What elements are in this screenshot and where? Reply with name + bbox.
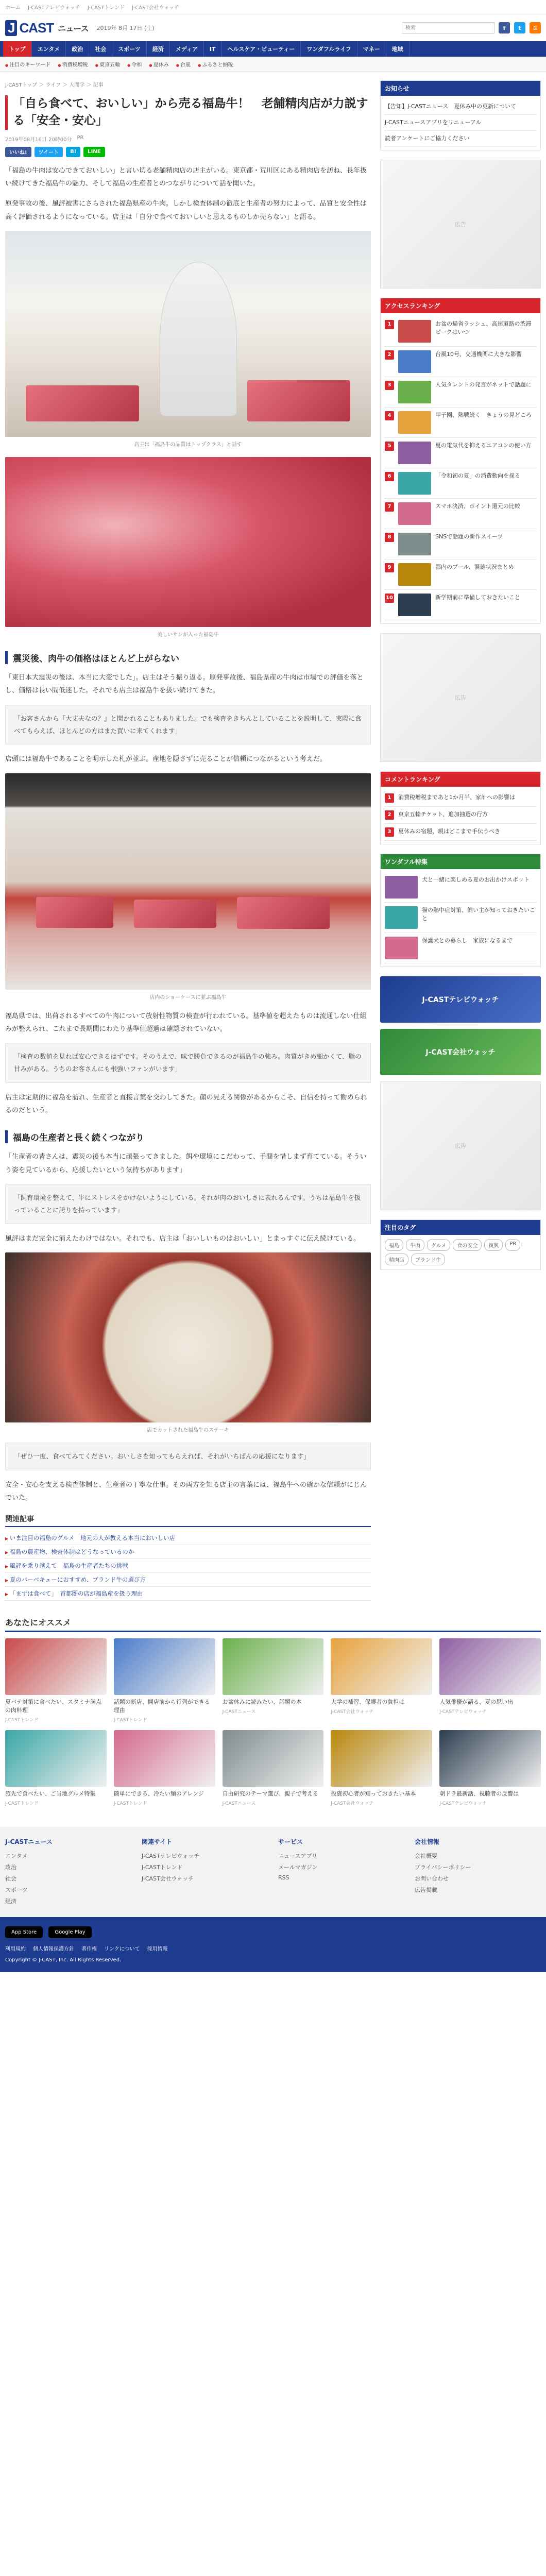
- sidebar: [380, 80, 541, 1601]
- caption: 美しいサシが入った福島牛: [157, 632, 219, 638]
- recommend-thumbnail: [114, 1638, 215, 1695]
- pick-box: [380, 854, 541, 967]
- meat-display: [26, 385, 139, 421]
- recommend-thumbnail: [331, 1638, 432, 1695]
- ranking-thumbnail: [398, 381, 431, 403]
- related-articles: [5, 1514, 371, 1601]
- header: [0, 14, 546, 41]
- rank-badge: 3: [385, 827, 394, 837]
- recommend-source: J-CASTニュース: [222, 1801, 256, 1807]
- recommend-text: 朝ドラ最新話、視聴者の反響は: [439, 1790, 519, 1798]
- main-nav: [0, 41, 546, 57]
- ranking-item[interactable]: [385, 590, 536, 620]
- related-title: 関連記事: [5, 1514, 371, 1527]
- recommend-card[interactable]: [223, 1730, 324, 1806]
- notice-item[interactable]: [385, 131, 536, 147]
- figure-case: [5, 773, 371, 1001]
- comment-ranking-text: 消費税増税まであと1か月半、家計への影響は: [398, 793, 515, 801]
- figure-meat: [5, 457, 371, 638]
- logo-mark: J: [5, 20, 17, 36]
- recommend-title: あなたにオススメ: [5, 1616, 541, 1632]
- pick-title: ワンダフル特集: [381, 854, 540, 869]
- footer-link[interactable]: お問い合わせ: [415, 1875, 449, 1883]
- recommend-card[interactable]: [114, 1638, 215, 1723]
- nav-item[interactable]: 政治: [66, 41, 89, 57]
- recommend-card[interactable]: [223, 1638, 324, 1723]
- footer-link[interactable]: J-CASTテレビウォッチ: [142, 1853, 200, 1860]
- ranking-item[interactable]: [385, 499, 536, 529]
- footer-bottom-link[interactable]: 利用規約: [5, 1946, 26, 1953]
- comment-ranking-title: コメントランキング: [381, 772, 540, 787]
- related-link[interactable]: ▶ 風評を乗り越えて 福島の生産者たちの挑戦: [5, 1559, 371, 1573]
- figure-shop: [5, 231, 371, 448]
- paragraph: 福島県では、出荷されるすべての牛肉について放射性物質の検査が行われている。基準値を超えたものは流通しない仕組みが整えられ、これまで長期間にわたり基準値超過は確認されていない。: [5, 1012, 367, 1033]
- ranking-thumbnail: [398, 411, 431, 434]
- ranking-text: SNSで話題の新作スイーツ: [435, 533, 503, 540]
- current-date: 2019年 8月 17日 (土): [96, 25, 155, 31]
- rank-badge: 2: [385, 350, 394, 360]
- recommend-card[interactable]: [331, 1638, 432, 1723]
- paragraph: 風評はまだ完全に消えたわけではない。それでも、店主は「おいしいものはおいしい」とまっすぐに伝え続けている。: [5, 1234, 361, 1243]
- ranking-text: スマホ決済、ポイント還元の比較: [435, 502, 520, 510]
- rank-badge: 8: [385, 533, 394, 542]
- ranking-title: アクセスランキング: [381, 298, 540, 313]
- share-row: [5, 147, 371, 157]
- rank-badge: 6: [385, 472, 394, 481]
- footer-link[interactable]: ニュースアプリ: [278, 1853, 318, 1860]
- figure-plate: [5, 1252, 371, 1433]
- recommend-thumbnail: [439, 1730, 541, 1787]
- google-play-badge[interactable]: Google Play: [48, 1926, 91, 1938]
- ranking-text: 夏の電気代を抑えるエアコンの使い方: [435, 442, 532, 449]
- keyword-link[interactable]: ● ふるさと納税: [198, 60, 233, 68]
- recommend-source: J-CASTトレンド: [5, 1801, 39, 1807]
- ranking-box: [380, 298, 541, 624]
- nav-item[interactable]: 経済: [147, 41, 170, 57]
- subheading: 震災後、肉牛の価格はほとんど上がらない: [5, 651, 371, 664]
- ranking-item[interactable]: [385, 468, 536, 499]
- rank-badge: 3: [385, 381, 394, 390]
- site-logo[interactable]: [5, 20, 88, 36]
- photo-marbled-beef: [5, 457, 371, 627]
- share-facebook-button[interactable]: いいね!: [5, 147, 31, 157]
- keyword-link[interactable]: ● 令和: [127, 60, 142, 68]
- keyword-link[interactable]: ● 台風: [176, 60, 191, 68]
- topbar-link[interactable]: J-CASTトレンド: [87, 5, 125, 11]
- ranking-text: 「令和初の夏」の消費動向を探る: [435, 472, 520, 479]
- footer-link[interactable]: エンタメ: [5, 1853, 28, 1860]
- ranking-item[interactable]: [385, 529, 536, 560]
- comment-ranking-item[interactable]: [385, 824, 536, 841]
- rank-badge: 4: [385, 411, 394, 420]
- caption: 店主は「福島牛の品質はトップクラス」と話す: [134, 442, 242, 448]
- footer-bottom-link[interactable]: リンクについて: [104, 1946, 140, 1953]
- ranking-item[interactable]: [385, 377, 536, 408]
- recommend-source: J-CASTトレンド: [113, 1718, 147, 1723]
- recommend-thumbnail: [5, 1638, 107, 1695]
- comment-ranking-item[interactable]: [385, 807, 536, 824]
- related-link[interactable]: ▶ 福島の農産物、検査体制はどうなっているのか: [5, 1545, 371, 1559]
- article-tag: PR: [77, 134, 84, 141]
- ranking-item[interactable]: [385, 438, 536, 468]
- banner-tv[interactable]: J-CASTテレビウォッチ: [380, 976, 541, 1023]
- footer-list: [142, 1850, 268, 1884]
- footer-column: [142, 1837, 268, 1907]
- footer-list: [5, 1850, 131, 1907]
- meat-display: [36, 897, 113, 928]
- footer-column: [5, 1837, 131, 1907]
- article-meta: [5, 135, 371, 143]
- pick-text: 犬と一緒に楽しめる夏のお出かけスポット: [422, 876, 530, 883]
- rank-badge: 9: [385, 563, 394, 572]
- footer-link[interactable]: 広告掲載: [415, 1887, 437, 1894]
- ranking-text: 人気タレントの発言がネットで話題に: [435, 381, 532, 388]
- nav-item[interactable]: トップ: [3, 41, 32, 57]
- pick-thumbnail: [385, 906, 418, 929]
- ranking-thumbnail: [398, 320, 431, 343]
- rank-badge: 1: [385, 793, 394, 803]
- recommend-card[interactable]: [5, 1638, 107, 1723]
- topbar-link[interactable]: ホーム: [5, 5, 21, 11]
- facebook-icon[interactable]: f: [499, 22, 510, 33]
- comment-ranking-item[interactable]: [385, 790, 536, 807]
- photo-shopkeeper: [5, 231, 371, 437]
- pick-item[interactable]: [385, 872, 536, 903]
- footer-list: [415, 1850, 541, 1895]
- shopkeeper-figure: [160, 262, 237, 416]
- rank-badge: 10: [385, 594, 394, 603]
- footer-link[interactable]: J-CASTトレンド: [142, 1864, 183, 1871]
- recommend-card[interactable]: [439, 1638, 541, 1723]
- recommend-source: J-CASTテレビウォッチ: [439, 1801, 487, 1807]
- pick-item[interactable]: [385, 903, 536, 933]
- footer-bottom-link[interactable]: 著作権: [81, 1946, 97, 1953]
- recommend-source: J-CAST会社ウォッチ: [331, 1801, 374, 1807]
- ranking-text: 台風10号、交通機関に大きな影響: [435, 350, 522, 358]
- tag-link[interactable]: 食の安全: [453, 1239, 482, 1251]
- tags-title: 注目のタグ: [381, 1220, 540, 1235]
- keyword-nav: [0, 57, 546, 72]
- keyword-link[interactable]: ● 東京五輪: [95, 60, 120, 68]
- related-link[interactable]: ▶ 夏のバーベキューにおすすめ、ブランド牛の選び方: [5, 1573, 371, 1587]
- ranking-text: 甲子園、熱戦続く きょうの見どころ: [435, 411, 532, 418]
- recommend-text: 人気俳優が語る、夏の思い出: [439, 1699, 514, 1706]
- paragraph: 「福島の牛肉は安心できておいしい」と言い切る老舗精肉店の店主がいる。東京都・荒川区にある精肉店を訪ね、長年扱い続けてきた福島牛の魅力、そして福島の生産者とのつながりについて話を聞いた。: [5, 166, 367, 188]
- notice-text: J-CASTニュースアプリをリニューアル: [385, 118, 482, 126]
- caption: 店でカットされた福島牛のステーキ: [147, 1428, 229, 1433]
- comment-ranking-box: [380, 771, 541, 844]
- notice-title: お知らせ: [381, 81, 540, 96]
- ranking-thumbnail: [398, 502, 431, 525]
- app-store-badge[interactable]: App Store: [5, 1926, 43, 1938]
- ranking-thumbnail: [398, 533, 431, 555]
- footer-column-title: サービス: [278, 1838, 303, 1846]
- share-line-button[interactable]: LINE: [83, 147, 105, 157]
- footer-column-title: 会社情報: [415, 1838, 440, 1846]
- rank-badge: 1: [385, 320, 394, 329]
- meat-display: [247, 380, 350, 421]
- ranking-thumbnail: [398, 442, 431, 464]
- notice-item[interactable]: [385, 115, 536, 131]
- header-tools: [402, 22, 541, 33]
- footer-column: [278, 1837, 404, 1907]
- footer-link[interactable]: RSS: [278, 1874, 289, 1882]
- share-twitter-button[interactable]: ツイート: [35, 147, 63, 157]
- recommend-text: 大学の補習、保護者の負担は: [331, 1699, 405, 1706]
- nav-item[interactable]: 地域: [386, 41, 410, 57]
- recommend-thumbnail: [114, 1730, 215, 1787]
- comment-ranking-text: 東京五輪チケット、追加抽選の行方: [398, 810, 488, 818]
- recommend-source: J-CASTトレンド: [113, 1801, 147, 1807]
- photo-steak-plate: [5, 1252, 371, 1422]
- paragraph: 「東日本大震災の後は、本当に大変でした」。店主はそう振り返る。原発事故後、福島県産の牛肉は市場での評価を落とし、価格は長い間低迷した。それでも店主は福島牛を扱い続けてきた。: [5, 674, 364, 695]
- meat-display: [237, 897, 330, 929]
- ranking-thumbnail: [398, 563, 431, 586]
- rss-icon[interactable]: ≋: [530, 22, 541, 33]
- ad-slot[interactable]: 広告: [380, 633, 541, 762]
- recommend-thumbnail: [439, 1638, 541, 1695]
- recommend-text: 話題の新店、開店前から行列ができる理由: [113, 1699, 210, 1714]
- notice-text: 【告知】J-CASTニュース 夏休み中の更新について: [385, 103, 516, 110]
- ad-slot[interactable]: 広告: [380, 1081, 541, 1210]
- article-title: 「自ら食べて、おいしい」から売る福島牛！ 老舗精肉店が力説する「安全・安心」: [5, 95, 371, 130]
- pick-thumbnail: [385, 876, 418, 899]
- recommend-text: お盆休みに読みたい、話題の本: [222, 1699, 302, 1706]
- paragraph: 店主は定期的に福島を訪れ、生産者と直接言葉を交わしてきた。顔の見える関係があるからこそ、自信を持って勧められるのだという。: [5, 1093, 367, 1115]
- breadcrumb[interactable]: J-CASTトップ ＞ ライフ ＞ 人間学 ＞ 記事: [5, 82, 104, 88]
- logo-text: CAST: [19, 20, 54, 36]
- ranking-thumbnail: [398, 472, 431, 495]
- nav-item[interactable]: 社会: [89, 41, 112, 57]
- footer-link[interactable]: プライバシーポリシー: [415, 1864, 471, 1871]
- keyword-link[interactable]: ● 消費税増税: [58, 60, 88, 68]
- recommend-thumbnail: [223, 1730, 324, 1787]
- recommend-text: 投資初心者が知っておきたい基本: [331, 1790, 416, 1798]
- tag-link[interactable]: 精肉店: [385, 1253, 408, 1265]
- photo-showcase: [5, 773, 371, 990]
- comment-ranking-text: 夏休みの宿題、親はどこまで手伝うべき: [398, 827, 500, 835]
- notice-box: [380, 80, 541, 150]
- ad-slot[interactable]: 広告: [380, 160, 541, 289]
- recommend-thumbnail: [223, 1638, 324, 1695]
- recommend-card[interactable]: [439, 1730, 541, 1806]
- tag-link[interactable]: グルメ: [427, 1239, 450, 1251]
- recommend-text: 自由研究のテーマ選び、親子で考える: [222, 1790, 319, 1798]
- tag-link[interactable]: ブランド牛: [411, 1253, 445, 1265]
- topbar: [0, 0, 546, 14]
- subheading: 福島の生産者と長く続くつながり: [5, 1130, 371, 1143]
- ranking-thumbnail: [398, 350, 431, 373]
- nav-item[interactable]: マネー: [357, 41, 386, 57]
- recommend-text: 夏バテ対策に食べたい、スタミナ満点の肉料理: [5, 1699, 101, 1714]
- footer-column-title: J-CASTニュース: [5, 1838, 53, 1846]
- nav-item[interactable]: メディア: [170, 41, 204, 57]
- ranking-text: お盆の帰省ラッシュ、高速道路の渋滞ピークはいつ: [435, 320, 532, 335]
- footer-column: [415, 1837, 541, 1907]
- footer-bottom-link[interactable]: 個人情報保護方針: [33, 1946, 74, 1953]
- footer-link[interactable]: 経済: [5, 1898, 16, 1905]
- tag-link[interactable]: 福島: [385, 1239, 403, 1251]
- paragraph: 店頭には福島牛であることを明示した札が並ぶ。産地を隠さずに売ることが信頼につながるという考えだ。: [5, 755, 327, 764]
- recommend-text: 旅先で食べたい、ご当地グルメ特集: [5, 1790, 96, 1798]
- keyword-link[interactable]: ● 注目のキーワード: [5, 60, 50, 68]
- topbar-link[interactable]: J-CAST会社ウォッチ: [132, 5, 180, 11]
- footer-link[interactable]: 政治: [5, 1864, 16, 1871]
- meat-display: [134, 900, 216, 928]
- pick-text: 保護犬との暮らし 家族になるまで: [422, 937, 513, 944]
- nav-item[interactable]: スポーツ: [112, 41, 147, 57]
- nav-item[interactable]: ヘルスケア・ビューティー: [222, 41, 301, 57]
- quote: 「検査の数値を見れば安心できるはずです。そのうえで、味で勝負できるのが福島牛の強み。肉質がきめ細かくて、脂の甘みがある。うちのお客さんにも根強いファンがいます」: [5, 1043, 371, 1083]
- caption: 店内のショーケースに並ぶ福島牛: [149, 994, 227, 1001]
- footer-link[interactable]: 社会: [5, 1875, 16, 1883]
- recommend-thumbnail: [331, 1730, 432, 1787]
- notice-text: 読者アンケートにご協力ください: [385, 134, 470, 142]
- nav-item[interactable]: ワンダフルライフ: [301, 41, 357, 57]
- ranking-text: 都内のプール、混雑状況まとめ: [435, 563, 514, 570]
- main-area: [0, 72, 546, 1601]
- notice-item[interactable]: [385, 99, 536, 115]
- banner-company[interactable]: J-CAST会社ウォッチ: [380, 1029, 541, 1075]
- footer-links: [0, 1827, 546, 1917]
- footer-column-title: 関連サイト: [142, 1838, 173, 1846]
- article-date: 2019年08月16日 20時00分: [5, 137, 72, 143]
- tag-link[interactable]: 牛肉: [406, 1239, 424, 1251]
- quote: 「お客さんから『大丈夫なの？』と聞かれることもありました。でも検査をきちんとしていることを説明して、実際に食べてもらえば、ほとんどの方はまた買いに来てくれます」: [5, 705, 371, 745]
- rank-badge: 2: [385, 810, 394, 820]
- nav-item[interactable]: エンタメ: [32, 41, 66, 57]
- twitter-icon[interactable]: t: [514, 22, 525, 33]
- recommend-section: [5, 1616, 541, 1806]
- rank-badge: 5: [385, 442, 394, 451]
- recommend-text: 簡単にできる、冷たい麺のアレンジ: [113, 1790, 204, 1798]
- quote: 「飼育環境を整えて、牛にストレスをかけないようにしている。それが肉のおいしさに表れるんです。うちは福島牛を扱っていることに誇りを持っています」: [5, 1184, 371, 1224]
- footer-bottom: [0, 1917, 546, 1972]
- logo-news: ニュース: [58, 24, 89, 33]
- ranking-item[interactable]: [385, 408, 536, 438]
- recommend-source: J-CASTテレビウォッチ: [439, 1709, 487, 1715]
- ranking-thumbnail: [398, 594, 431, 616]
- article-column: [5, 80, 371, 1601]
- ranking-text: 新学期前に準備しておきたいこと: [435, 594, 520, 601]
- search-input[interactable]: [402, 22, 494, 33]
- footer-list: [278, 1850, 404, 1883]
- related-link[interactable]: ▶ 「まずは食べて」 首都圏の店が福島産を扱う理由: [5, 1587, 371, 1601]
- copyright: Copyright © J-CAST, Inc. All Rights Reserved.: [5, 1957, 122, 1963]
- quote: 「ぜひ一度、食べてみてください。おいしさを知ってもらえれば、それがいちばんの応援になります」: [5, 1443, 371, 1470]
- footer-link[interactable]: 会社概要: [415, 1853, 437, 1860]
- ranking-item[interactable]: [385, 316, 536, 347]
- pick-text: 猫の熱中症対策、飼い主が知っておきたいこと: [422, 906, 535, 922]
- pick-item[interactable]: [385, 933, 536, 963]
- ranking-item[interactable]: [385, 347, 536, 377]
- footer-link[interactable]: J-CAST会社ウォッチ: [142, 1875, 194, 1883]
- rank-badge: 7: [385, 502, 394, 512]
- keyword-link[interactable]: ● 夏休み: [149, 60, 168, 68]
- recommend-source: J-CASTトレンド: [5, 1718, 39, 1723]
- share-hatena-button[interactable]: B!: [66, 147, 80, 157]
- recommend-card[interactable]: [5, 1730, 107, 1806]
- topbar-link[interactable]: J-CASTテレビウォッチ: [28, 5, 80, 11]
- tag-link[interactable]: 復興: [484, 1239, 503, 1251]
- paragraph: 安全・安心を支える検査体制と、生産者の丁寧な仕事。その両方を知る店主の言葉には、福島牛への確かな信頼がにじんでいた。: [5, 1481, 367, 1502]
- tag-link[interactable]: PR: [505, 1239, 520, 1251]
- recommend-source: J-CASTニュース: [222, 1709, 256, 1715]
- related-link[interactable]: ▶ いま注目の福島のグルメ 地元の人が教える本当においしい店: [5, 1531, 371, 1545]
- paragraph: 原発事故の後、風評被害にさらされた福島県産の牛肉。しかし検査体制の徹底と生産者の努力によって、品質と安全性は高く評価されるようになっている。店主は「自分で食べておいしいと思えるものしか売らない」と語る。: [5, 200, 367, 221]
- nav-item[interactable]: IT: [204, 41, 222, 57]
- ranking-item[interactable]: [385, 560, 536, 590]
- pick-thumbnail: [385, 937, 418, 959]
- tags-box: [380, 1219, 541, 1270]
- recommend-thumbnail: [5, 1730, 107, 1787]
- recommend-card[interactable]: [114, 1730, 215, 1806]
- paragraph: 「生産者の皆さんは、震災の後も本当に頑張ってきました。餌や環境にこだわって、手間を惜しまず育てている。そういう姿を見ているから、応援したいという気持ちがあります」: [5, 1153, 367, 1174]
- footer-link[interactable]: メールマガジン: [278, 1864, 318, 1871]
- footer-link[interactable]: スポーツ: [5, 1887, 28, 1894]
- footer-bottom-link[interactable]: 採用情報: [147, 1946, 168, 1953]
- recommend-source: J-CAST会社ウォッチ: [331, 1709, 374, 1715]
- recommend-card[interactable]: [331, 1730, 432, 1806]
